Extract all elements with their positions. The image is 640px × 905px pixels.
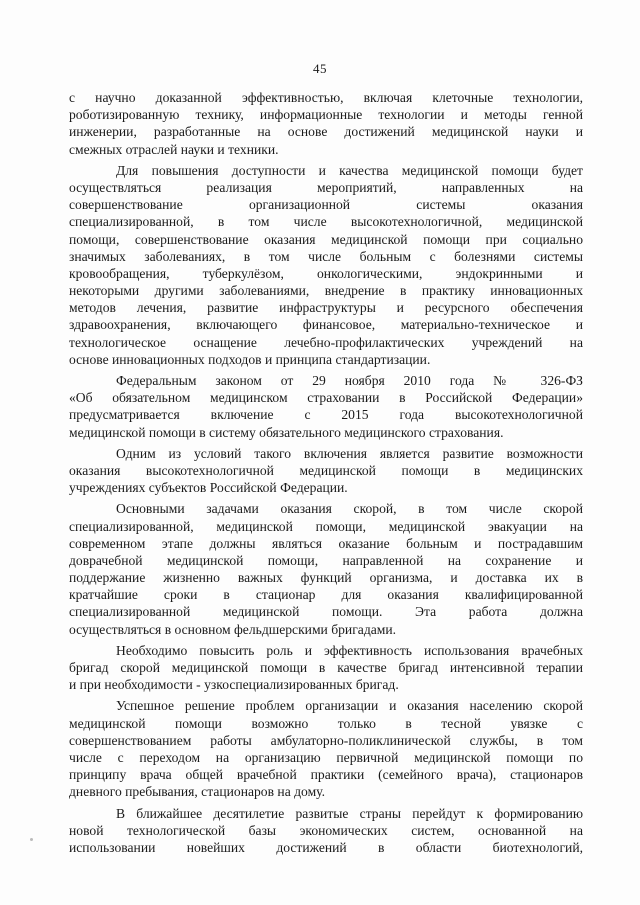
- text-line: совершенствованием работы амбулаторно-поликлинической службы, в том: [69, 732, 583, 748]
- text-line: Основными задачами оказания скорой, в том числе скорой: [116, 501, 583, 517]
- text-line: предусматривается включение с 2015 года высокотехнологичной: [69, 407, 583, 423]
- page-number: 45: [313, 61, 327, 76]
- text-line: здравоохранения, включающего финансовое, материально-техническое и: [69, 317, 583, 333]
- text-line: основе инновационных подходов и принципа стандартизации.: [69, 351, 431, 367]
- text-line: числе с переходом на организацию первичной медицинской помощи по: [69, 749, 583, 765]
- text-line: специализированной, медицинской помощи, медицинской эвакуации на: [69, 518, 583, 534]
- text-line: некоторыми другими заболеваниями, внедрение в практику инновационных: [69, 283, 583, 299]
- paragraph-3: [69, 372, 583, 441]
- text-line: медицинской помощи в систему обязательного медицинского страхования.: [69, 424, 504, 440]
- paragraph-5: [69, 500, 583, 638]
- text-line: новой технологической базы экономических систем, основанной на: [69, 822, 583, 838]
- text-line: доврачебной медицинской помощи, направленной на сохранение и: [69, 552, 583, 568]
- paragraph-2: [69, 162, 583, 368]
- text-line: специализированной медицинской помощи. Эта работа должна: [69, 604, 583, 620]
- text-line: смежных отраслей науки и техники.: [69, 141, 279, 157]
- text-line: кровообращения, туберкулёзом, онкологическими, эндокринными и: [69, 265, 583, 281]
- text-line: Необходимо повысить роль и эффективность использования врачебных: [116, 642, 583, 658]
- text-line: бригад скорой медицинской помощи в качестве бригад интенсивной терапии: [69, 660, 583, 675]
- paragraph-4: [69, 445, 583, 497]
- text-line: осуществляться реализация мероприятий, направленных на: [69, 179, 583, 195]
- text-line: Успешное решение проблем организации и оказания населению скорой: [116, 698, 583, 714]
- text-line: инженерии, разработанные на основе достижений медицинской науки и: [69, 124, 583, 140]
- text-line: принципу врача общей врачебной практики (семейного врача), стационаров: [69, 767, 583, 783]
- text-line: роботизированную технику, информационные технологии и методы генной: [69, 107, 583, 123]
- text-line: технологическое оснащение лечебно-профилактических учреждений на: [69, 334, 583, 350]
- text-line: «Об обязательном медицинском страховании в Российской Федерации»: [69, 390, 583, 406]
- text-line: Для повышения доступности и качества медицинской помощи будет: [116, 162, 583, 178]
- text-line: медицинской помощи возможно только в тесной увязке с: [69, 715, 583, 731]
- text-line: Одним из условий такого включения является развитие возможности: [116, 445, 583, 461]
- text-line: Федеральным законом от 29 ноября 2010 года № 326-ФЗ: [116, 373, 583, 388]
- text-line: совершенствование организационной системы оказания: [69, 197, 583, 213]
- text-line: значимых заболеваниях, в том числе больным с болезнями системы: [69, 248, 583, 264]
- text-line: дневного пребывания, стационаров на дому.: [69, 784, 326, 800]
- paragraph-6: [69, 642, 583, 694]
- text-line: учреждениях субъектов Российской Федерации.: [69, 480, 348, 496]
- text-line: и при необходимости - узкоспециализированных бригад.: [69, 677, 399, 693]
- text-line: методов лечения, развитие инфраструктуры и ресурсного обеспечения: [69, 300, 583, 316]
- document-body: [69, 89, 583, 856]
- text-line: использовании новейших достижений в области биотехнологий,: [69, 839, 583, 855]
- paragraph-8: [69, 805, 583, 857]
- text-line: помощи, совершенствование оказания медицинской помощи при социально: [69, 231, 583, 247]
- text-line: оказания высокотехнологичной медицинской помощи в медицинских: [69, 462, 583, 478]
- text-line: кратчайшие сроки в стационар для оказания квалифицированной: [69, 587, 583, 603]
- text-line: В ближайшее десятилетие развитые страны перейдут к формированию: [116, 805, 583, 821]
- scan-speck: [30, 838, 33, 841]
- text-line: специализированной, в том числе высокотехнологичной, медицинской: [69, 214, 583, 230]
- text-line: современном этапе должны являться оказание больным и пострадавшим: [69, 535, 583, 551]
- paragraph-1: [69, 89, 583, 158]
- text-line: осуществляться в основном фельдшерскими бригадами.: [69, 621, 397, 637]
- text-line: поддержание жизненно важных функций организма, и доставка их в: [69, 570, 583, 586]
- text-line: с научно доказанной эффективностью, включая клеточные технологии,: [69, 90, 583, 105]
- paragraph-7: [69, 697, 583, 800]
